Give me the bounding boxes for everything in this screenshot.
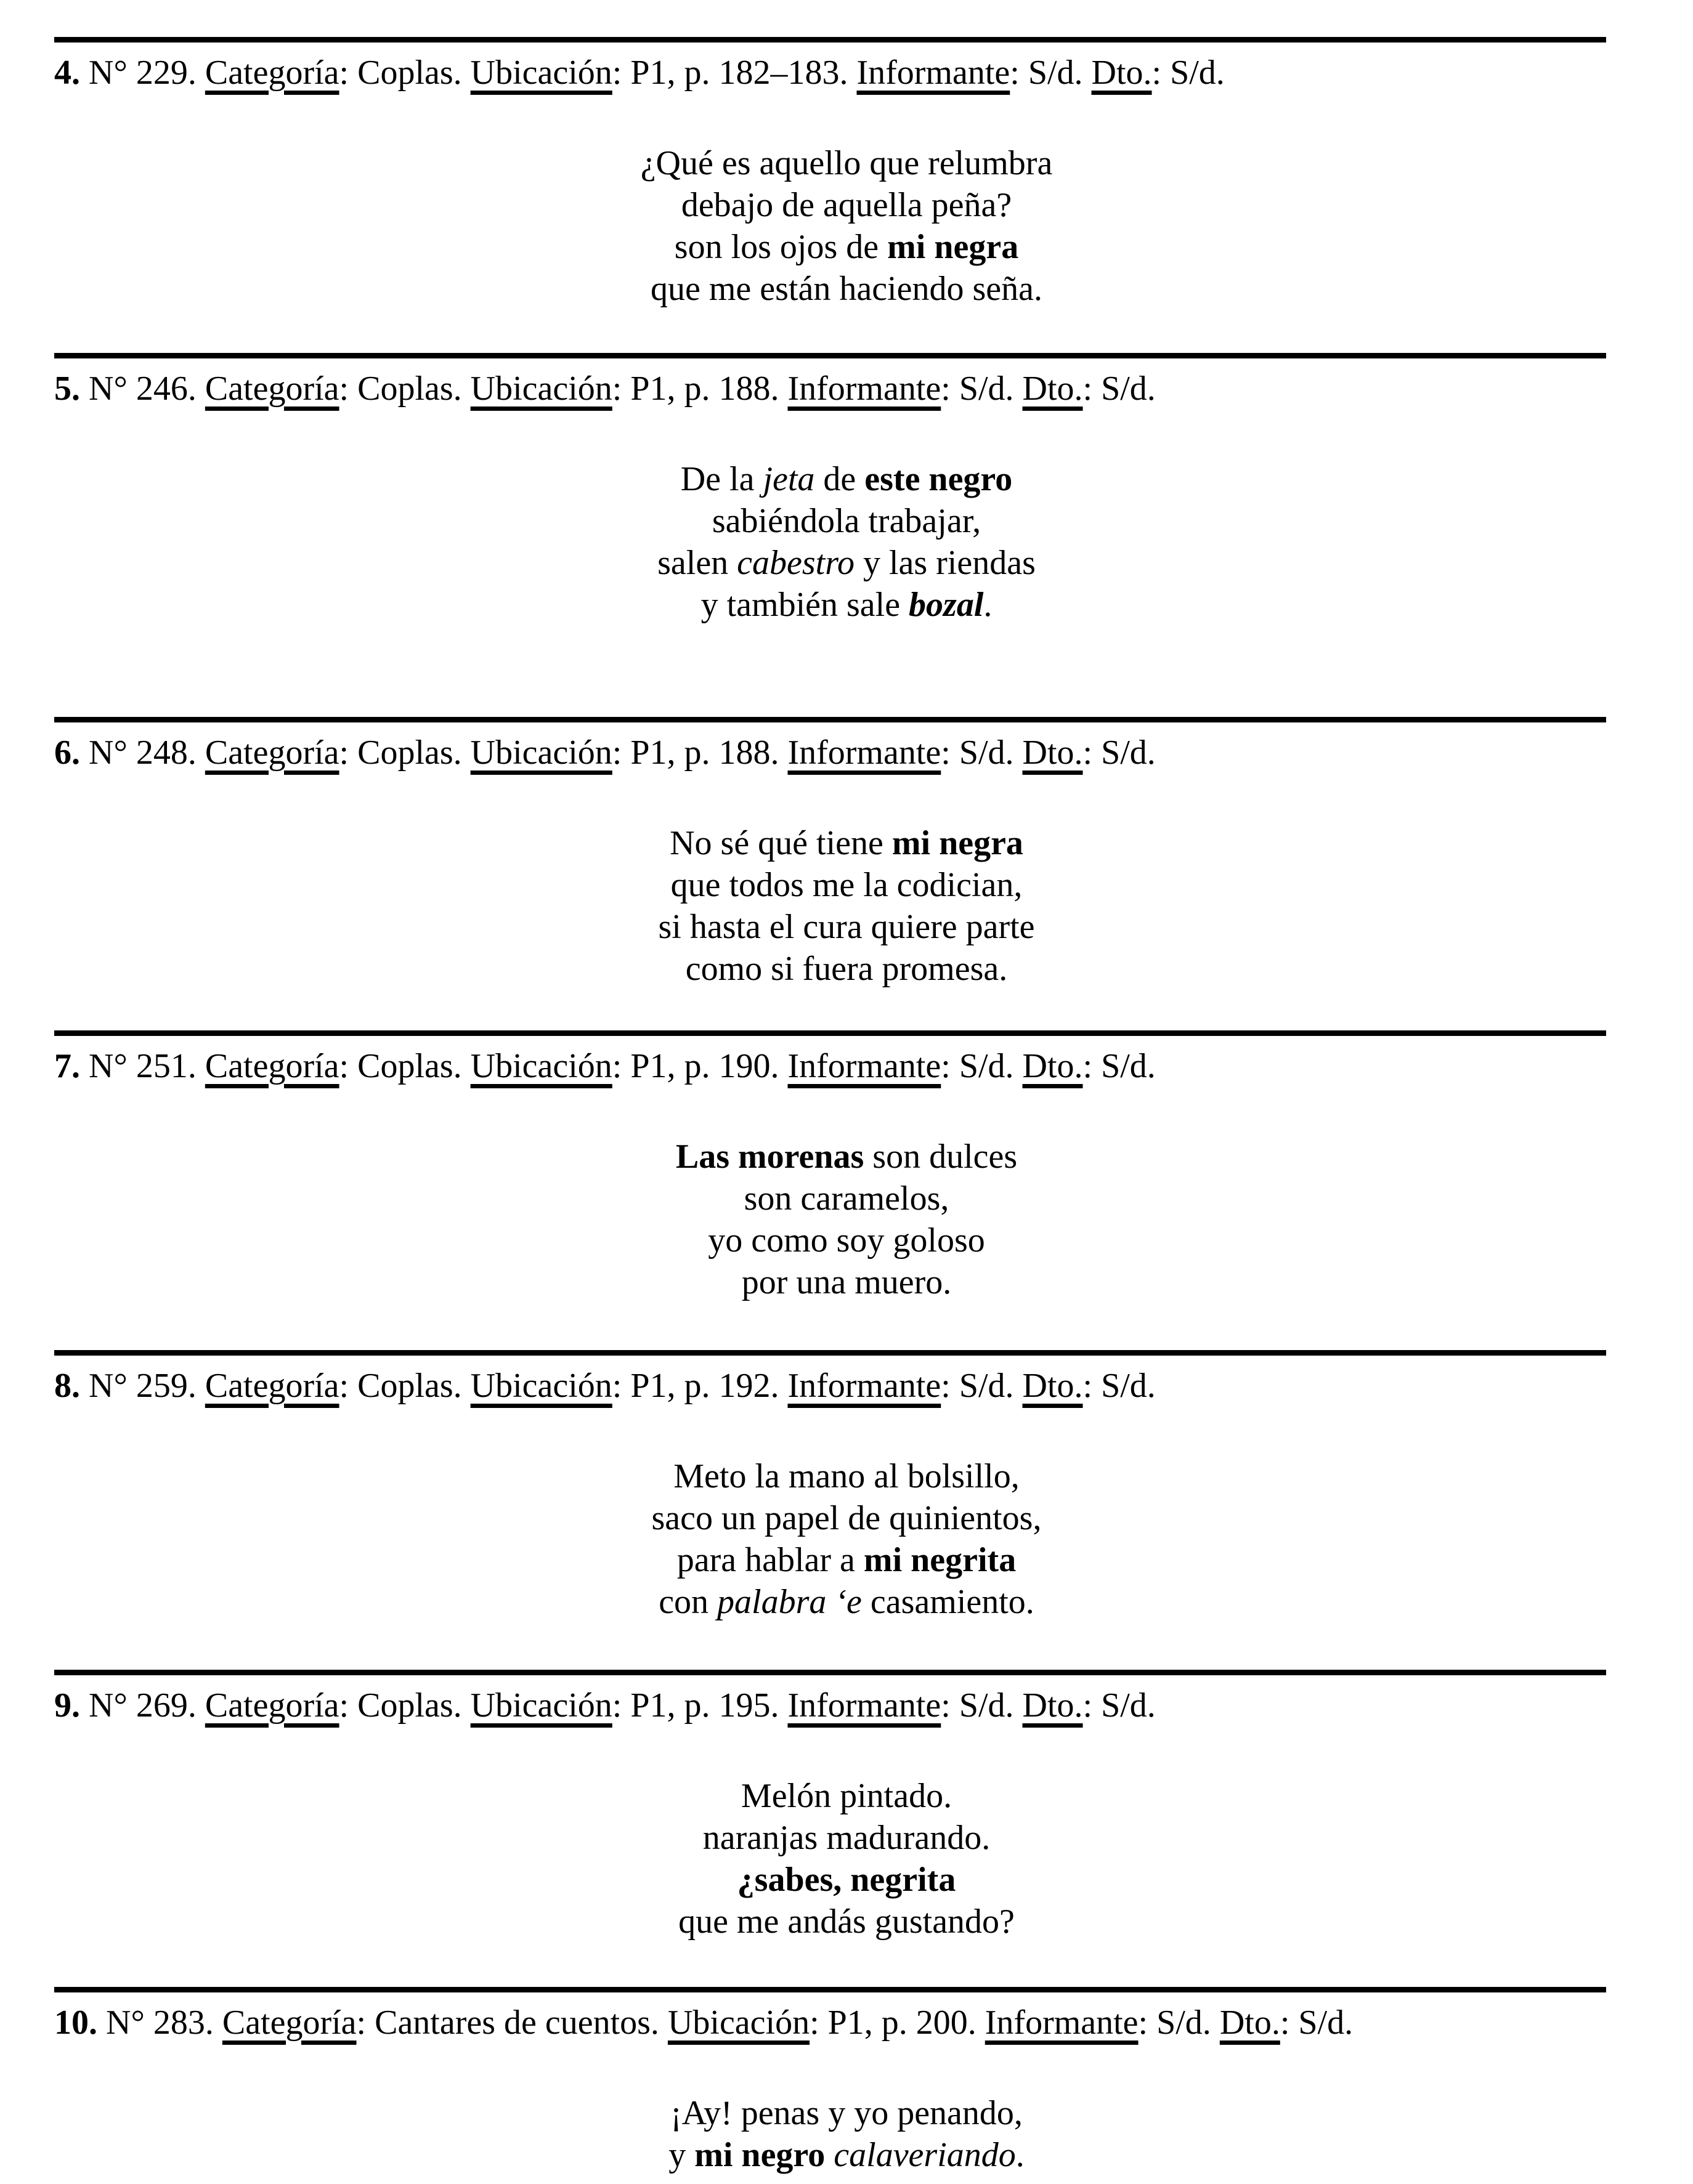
verse-line: [0, 584, 1693, 626]
text-segment: ¿Qué es aquello que relumbra: [640, 144, 1053, 182]
text-segment: N° 251.: [89, 1047, 205, 1085]
text-segment: Ubicación: [470, 370, 612, 408]
text-segment: 9.: [54, 1686, 89, 1725]
text-segment: si hasta el cura quiere parte: [658, 908, 1035, 946]
entry-9-verse: [0, 1775, 1693, 1943]
entry-7-verse: [0, 1136, 1693, 1303]
text-segment: Informante: [787, 734, 941, 772]
section-divider: [54, 353, 1606, 358]
text-segment: Dto.: [1022, 1686, 1083, 1725]
text-segment: cabestro: [737, 544, 855, 582]
text-segment: yo como soy goloso: [708, 1221, 985, 1260]
text-segment: jeta: [763, 460, 815, 498]
text-segment: Ubicación: [470, 1047, 612, 1085]
verse-line: [0, 142, 1693, 184]
verse-line: [0, 2134, 1693, 2176]
text-segment: 7.: [54, 1047, 89, 1085]
text-segment: : S/d.: [941, 1047, 1023, 1085]
entry-8: [0, 1350, 1693, 1670]
text-segment: y también sale: [700, 586, 909, 624]
text-segment: : P1, p. 188.: [612, 370, 788, 408]
verse-line: [0, 948, 1693, 990]
text-segment: palabra ʻe: [717, 1583, 862, 1621]
text-segment: Ubicación: [470, 1367, 612, 1405]
text-segment: Melón pintado.: [741, 1777, 952, 1815]
text-segment: ¡Ay! penas y yo penando,: [670, 2094, 1023, 2132]
text-segment: : S/d.: [941, 734, 1023, 772]
verse-line: [0, 1178, 1693, 1219]
text-segment: : S/d.: [1010, 54, 1092, 92]
text-segment: saco un papel de quinientos,: [651, 1499, 1042, 1537]
entry-9-header: [54, 1686, 1693, 1725]
text-segment: que me andás gustando?: [678, 1903, 1015, 1941]
text-segment: mi negra: [891, 824, 1023, 862]
text-segment: Categoría: [222, 2004, 357, 2042]
text-segment: Ubicación: [470, 1686, 612, 1725]
text-segment: : S/d.: [1280, 2004, 1354, 2042]
entry-5: [0, 353, 1693, 717]
entry-4-verse: [0, 142, 1693, 310]
text-segment: ¿sabes, negrita: [737, 1861, 956, 1899]
text-segment: : P1, p. 188.: [612, 734, 788, 772]
text-segment: : Cantares de cuentos.: [356, 2004, 668, 2042]
text-segment: salen: [657, 544, 737, 582]
verse-line: [0, 268, 1693, 310]
text-segment: como si fuera promesa.: [685, 950, 1008, 988]
text-segment: : P1, p. 182–183.: [612, 54, 857, 92]
text-segment: son caramelos,: [744, 1179, 949, 1218]
text-segment: de: [814, 460, 865, 498]
entry-7: [0, 1030, 1693, 1350]
text-segment: : Coplas.: [339, 1367, 471, 1405]
text-segment: 10.: [54, 2004, 106, 2042]
text-segment: Informante: [787, 370, 941, 408]
section-divider: [54, 717, 1606, 722]
entry-10: [0, 1987, 1693, 2176]
entry-10-header: [54, 2004, 1693, 2042]
text-segment: Las morenas: [675, 1138, 864, 1176]
text-segment: : S/d.: [1138, 2004, 1220, 2042]
text-segment: casamiento.: [861, 1583, 1034, 1621]
section-divider: [54, 1670, 1606, 1675]
verse-line: [0, 1775, 1693, 1817]
text-segment: 8.: [54, 1367, 89, 1405]
text-segment: y las riendas: [854, 544, 1036, 582]
text-segment: son dulces: [864, 1138, 1018, 1176]
text-segment: : P1, p. 195.: [612, 1686, 788, 1725]
text-segment: sabiéndola trabajar,: [712, 502, 981, 540]
section-divider: [54, 1030, 1606, 1036]
verse-line: [0, 822, 1693, 864]
verse-line: [0, 2092, 1693, 2134]
text-segment: Ubicación: [667, 2004, 810, 2042]
verse-line: [0, 1136, 1693, 1178]
text-segment: Informante: [985, 2004, 1139, 2042]
text-segment: mi negrita: [863, 1541, 1017, 1579]
text-segment: Categoría: [205, 1367, 339, 1405]
verse-line: [0, 458, 1693, 500]
entry-7-header: [54, 1047, 1693, 1085]
text-segment: : S/d.: [1082, 370, 1156, 408]
verse-line: [0, 1539, 1693, 1581]
text-segment: [825, 2136, 834, 2174]
text-segment: que todos me la codician,: [670, 866, 1023, 904]
text-segment: De la: [680, 460, 763, 498]
text-segment: : Coplas.: [339, 1686, 471, 1725]
section-divider: [54, 1350, 1606, 1356]
text-segment: N° 259.: [89, 1367, 205, 1405]
text-segment: Dto.: [1022, 370, 1083, 408]
text-segment: : Coplas.: [339, 734, 471, 772]
text-segment: mi negro: [694, 2136, 826, 2174]
text-segment: .: [1015, 2136, 1025, 2174]
text-segment: Categoría: [205, 370, 339, 408]
text-segment: y: [668, 2136, 695, 2174]
verse-line: [0, 1581, 1693, 1623]
text-segment: Dto.: [1022, 1047, 1083, 1085]
text-segment: N° 229.: [89, 54, 205, 92]
text-segment: Ubicación: [470, 54, 612, 92]
text-segment: N° 269.: [89, 1686, 205, 1725]
text-segment: son los ojos de: [674, 228, 888, 266]
text-segment: : P1, p. 200.: [810, 2004, 985, 2042]
entry-5-verse: [0, 458, 1693, 626]
text-segment: : S/d.: [1082, 1367, 1156, 1405]
text-segment: .: [983, 586, 993, 624]
entry-8-header: [54, 1367, 1693, 1405]
entry-6-header: [54, 734, 1693, 772]
entry-4: [0, 37, 1693, 353]
text-segment: : S/d.: [941, 1686, 1023, 1725]
text-segment: bozal: [909, 586, 984, 624]
text-segment: 4.: [54, 54, 89, 92]
text-segment: : P1, p. 190.: [612, 1047, 788, 1085]
text-segment: Dto.: [1219, 2004, 1280, 2042]
text-segment: Informante: [787, 1047, 941, 1085]
entry-6: [0, 717, 1693, 1030]
text-segment: mi negra: [887, 228, 1019, 266]
text-segment: : S/d.: [1151, 54, 1225, 92]
text-segment: Categoría: [205, 1047, 339, 1085]
entry-9: [0, 1670, 1693, 1987]
entry-10-verse: [0, 2092, 1693, 2176]
text-segment: N° 283.: [106, 2004, 222, 2042]
verse-line: [0, 1817, 1693, 1859]
section-divider: [54, 37, 1606, 42]
text-segment: : P1, p. 192.: [612, 1367, 788, 1405]
text-segment: Categoría: [205, 734, 339, 772]
verse-line: [0, 184, 1693, 226]
text-segment: que me están haciendo seña.: [651, 270, 1042, 308]
text-segment: : S/d.: [941, 1367, 1023, 1405]
text-segment: Informante: [787, 1367, 941, 1405]
text-segment: este negro: [864, 460, 1013, 498]
text-segment: naranjas madurando.: [702, 1819, 991, 1857]
verse-line: [0, 1219, 1693, 1261]
text-segment: Dto.: [1022, 734, 1083, 772]
verse-line: [0, 1859, 1693, 1901]
text-segment: : Coplas.: [339, 1047, 471, 1085]
entry-5-header: [54, 370, 1693, 408]
verse-line: [0, 542, 1693, 584]
text-segment: : S/d.: [941, 370, 1023, 408]
verse-line: [0, 864, 1693, 906]
text-segment: No sé qué tiene: [670, 824, 892, 862]
entry-8-verse: [0, 1455, 1693, 1623]
verse-line: [0, 500, 1693, 542]
text-segment: 5.: [54, 370, 89, 408]
verse-line: [0, 1261, 1693, 1303]
entry-6-verse: [0, 822, 1693, 990]
text-segment: : S/d.: [1082, 1686, 1156, 1725]
text-segment: para hablar a: [676, 1541, 864, 1579]
text-segment: N° 246.: [89, 370, 205, 408]
text-segment: calaveriando: [834, 2136, 1016, 2174]
text-segment: 6.: [54, 734, 89, 772]
text-segment: Informante: [787, 1686, 941, 1725]
text-segment: Dto.: [1091, 54, 1152, 92]
section-divider: [54, 1987, 1606, 1992]
text-segment: : Coplas.: [339, 54, 471, 92]
text-segment: Categoría: [205, 54, 339, 92]
text-segment: Informante: [856, 54, 1010, 92]
verse-line: [0, 1455, 1693, 1497]
text-segment: N° 248.: [89, 734, 205, 772]
text-segment: con: [659, 1583, 718, 1621]
text-segment: Categoría: [205, 1686, 339, 1725]
text-segment: por una muero.: [741, 1263, 952, 1301]
verse-line: [0, 1901, 1693, 1943]
verse-line: [0, 226, 1693, 268]
text-segment: Dto.: [1022, 1367, 1083, 1405]
verse-line: [0, 1497, 1693, 1539]
verse-line: [0, 906, 1693, 948]
text-segment: : S/d.: [1082, 734, 1156, 772]
text-segment: Ubicación: [470, 734, 612, 772]
text-segment: Meto la mano al bolsillo,: [673, 1457, 1020, 1495]
text-segment: : Coplas.: [339, 370, 471, 408]
entry-4-header: [54, 54, 1693, 92]
text-segment: : S/d.: [1082, 1047, 1156, 1085]
text-segment: debajo de aquella peña?: [681, 186, 1012, 224]
